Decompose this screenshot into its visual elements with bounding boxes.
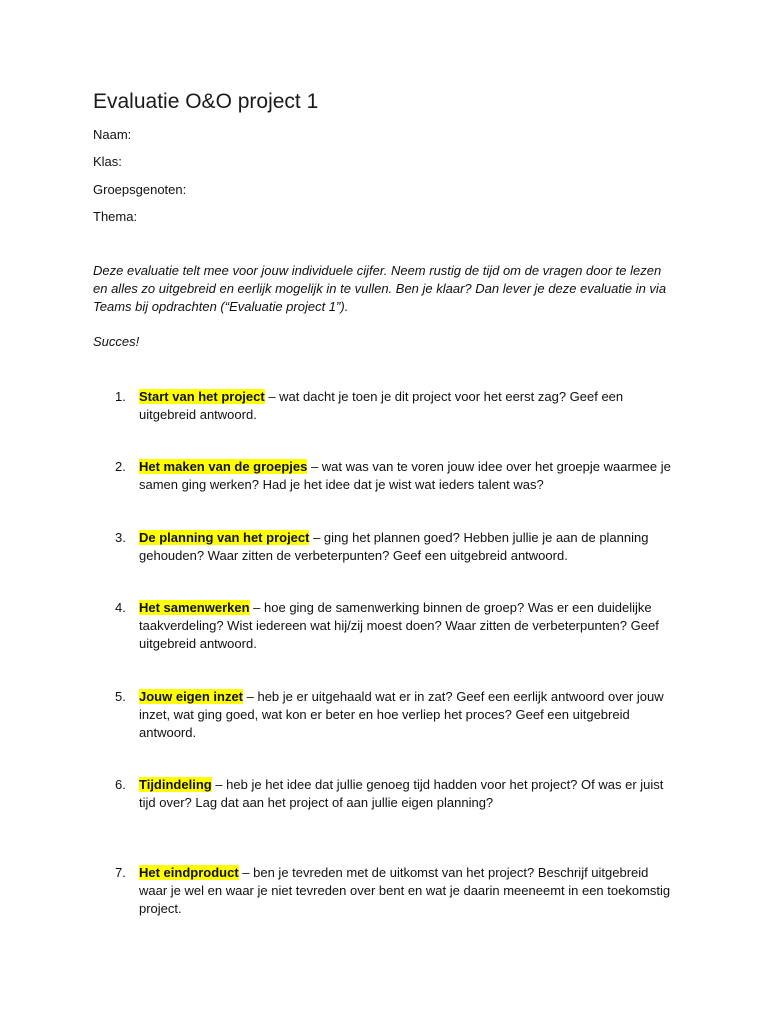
question-text: – ben je tevreden met de uitkomst van het project? Beschrijf uitgebreid waar je wel en waar je niet tevreden over bent en wat je daarin meeneemt in een toekomstig project. bbox=[139, 865, 671, 916]
question-text: – hoe ging de samenwerking binnen de groep? Was er een duidelijke taakverdeling? Wist iedereen wat hij/zij moest doen? Waar zitten de verbeterpunten? Geef uitgebreid antwoord. bbox=[139, 600, 659, 651]
question-number: 4. bbox=[115, 600, 126, 615]
document-title: Evaluatie O&O project 1 bbox=[93, 90, 319, 113]
question-body bbox=[139, 599, 673, 653]
question-body bbox=[139, 388, 673, 424]
question-heading: Het samenwerken bbox=[139, 600, 250, 615]
question-heading: Tijdindeling bbox=[139, 777, 212, 792]
question-number: 7. bbox=[115, 865, 126, 880]
question-heading: Het maken van de groepjes bbox=[139, 459, 308, 474]
question-body bbox=[139, 776, 673, 812]
field-groepsgenoten: Groepsgenoten: bbox=[93, 182, 187, 197]
question-number: 3. bbox=[115, 530, 126, 545]
question-heading: De planning van het project bbox=[139, 530, 310, 545]
question-text: – heb je er uitgehaald wat er in zat? Geef een eerlijk antwoord over jouw inzet, wat ging goed, wat kon er beter en hoe verliep het proces? Geef een uitgebreid antwoord. bbox=[139, 689, 664, 740]
question-number: 6. bbox=[115, 777, 126, 792]
question-number: 1. bbox=[115, 389, 126, 404]
field-klas: Klas: bbox=[93, 154, 122, 169]
question-text: – heb je het idee dat jullie genoeg tijd hadden voor het project? Of was er juist tijd over? Lag dat aan het project of aan jullie eigen planning? bbox=[139, 777, 664, 810]
field-thema: Thema: bbox=[93, 209, 138, 224]
question-body bbox=[139, 688, 673, 742]
question-text: – ging het plannen goed? Hebben jullie je aan de planning gehouden? Waar zitten de verbeterpunten? Geef een uitgebreid antwoord. bbox=[139, 530, 649, 563]
question-heading: Jouw eigen inzet bbox=[139, 689, 244, 704]
succes-text: Succes! bbox=[93, 334, 140, 349]
question-number: 5. bbox=[115, 689, 126, 704]
question-body bbox=[139, 864, 673, 918]
question-heading: Het eindproduct bbox=[139, 865, 239, 880]
question-text: – wat was van te voren jouw idee over het groepje waarmee je samen ging werken? Had je het idee dat je wist wat ieders talent was? bbox=[139, 459, 671, 492]
intro-paragraph: Deze evaluatie telt mee voor jouw individuele cijfer. Neem rustig de tijd om de vragen door te lezen en alles zo uitgebreid en eerlijk mogelijk in te vullen. Ben je klaar? Dan lever je deze evaluatie in via Teams bij opdrachten (“Evaluatie project 1”). bbox=[93, 263, 667, 314]
question-body bbox=[139, 529, 673, 565]
question-body bbox=[139, 458, 673, 494]
question-text: – wat dacht je toen je dit project voor het eerst zag? Geef een uitgebreid antwoord. bbox=[139, 389, 624, 422]
question-number: 2. bbox=[115, 459, 126, 474]
field-naam: Naam: bbox=[93, 127, 132, 142]
question-heading: Start van het project bbox=[139, 389, 265, 404]
